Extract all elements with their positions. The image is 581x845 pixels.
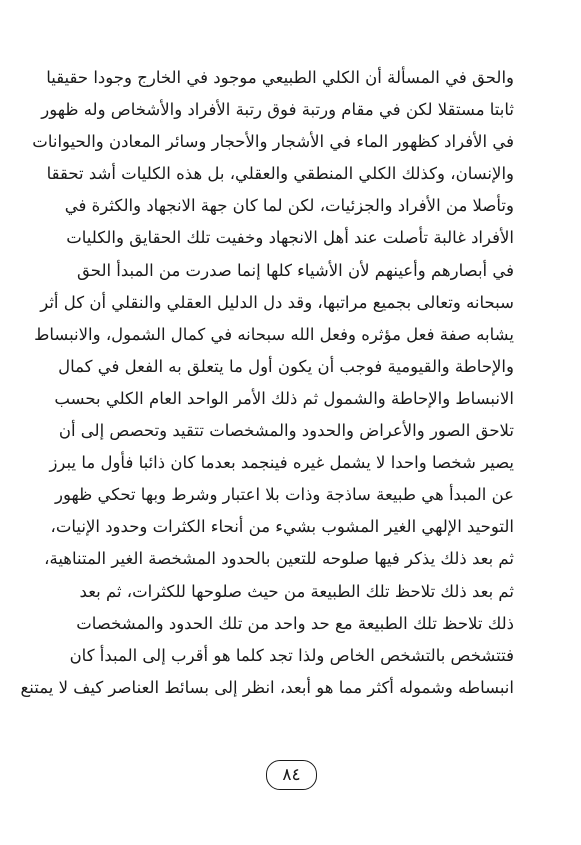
- text-line: يصير شخصا واحدا لا يشمل غيره فينجمد بعدما كان ذائبا فأول ما يبرز: [49, 453, 514, 473]
- text-line: والإنسان، وكذلك الكلي المنطقي والعقلي، بل هذه الكليات أشد تحققا: [46, 164, 514, 184]
- text-line: تلاحق الصور والأعراض والحدود والمشخصات تتقيد وتحصص إلى أن: [58, 421, 514, 441]
- text-line: الانبساط والإحاطة والشمول ثم ذلك الأمر الواحد العام الكلي بحسب: [54, 388, 514, 408]
- text-line: في أبصارهم وأعينهم لأن الأشياء كلها إنما صدرت من المبدأ الحق: [77, 260, 514, 280]
- body-text: [20, 62, 514, 704]
- text-line: في الأفراد كظهور الماء في الأشجار والأحجار وسائر المعادن والحيوانات: [32, 132, 514, 152]
- text-line: يشابه صفة فعل مؤثره وفعل الله سبحانه في كمال الشمول، والانبساط: [34, 324, 514, 344]
- text-line: والإحاطة والقيومية فوجب أن يكون أول ما يتعلق به الفعل في كمال: [58, 356, 514, 376]
- text-line: انبساطه وشموله أكثر مما هو أبعد، انظر إلى بسائط العناصر كيف لا يمتنع: [20, 677, 514, 697]
- text-line: فتتشخص بالتشخص الخاص ولذا تجد كلما هو أقرب إلى المبدأ كان: [69, 645, 514, 665]
- text-line: عن المبدأ هي طبيعة ساذجة وذات بلا اعتبار وشرط وبها تحكي ظهور: [54, 485, 514, 505]
- text-line: ثابتا مستقلا لكن في مقام ورتبة فوق رتبة الأفراد والأشخاص وله ظهور: [41, 100, 514, 120]
- text-line: سبحانه وتعالى بجميع مراتبها، وقد دل الدليل العقلي والنقلي أن كل أثر: [40, 292, 514, 312]
- text-line: الأفراد غالبة تأصلت عند أهل الانجهاد وخفيت تلك الحقايق والكليات: [66, 228, 514, 248]
- text-line: والحق في المسألة أن الكلي الطبيعي موجود في الخارج وجودا حقيقيا: [46, 68, 514, 87]
- text-line: وتأصلا من الأفراد والجزئيات، لكن لما كان جهة الانجهاد والكثرة في: [64, 196, 514, 216]
- text-line: ذلك تلاحظ تلك الطبيعة مع حد واحد من تلك الحدود والمشخصات: [76, 613, 514, 633]
- text-line: ثم بعد ذلك تلاحظ تلك الطبيعة من حيث صلوحها للكثرات، ثم بعد: [79, 581, 514, 601]
- text-line: التوحيد الإلهي الغير المشوب بشيء من أنحاء الكثرات وحدود الإنيات،: [50, 517, 514, 537]
- text-line: ثم بعد ذلك يذكر فيها صلوحه للتعين بالحدود المشخصة الغير المتناهية،: [44, 549, 514, 569]
- page-number: ٨٤: [266, 760, 317, 790]
